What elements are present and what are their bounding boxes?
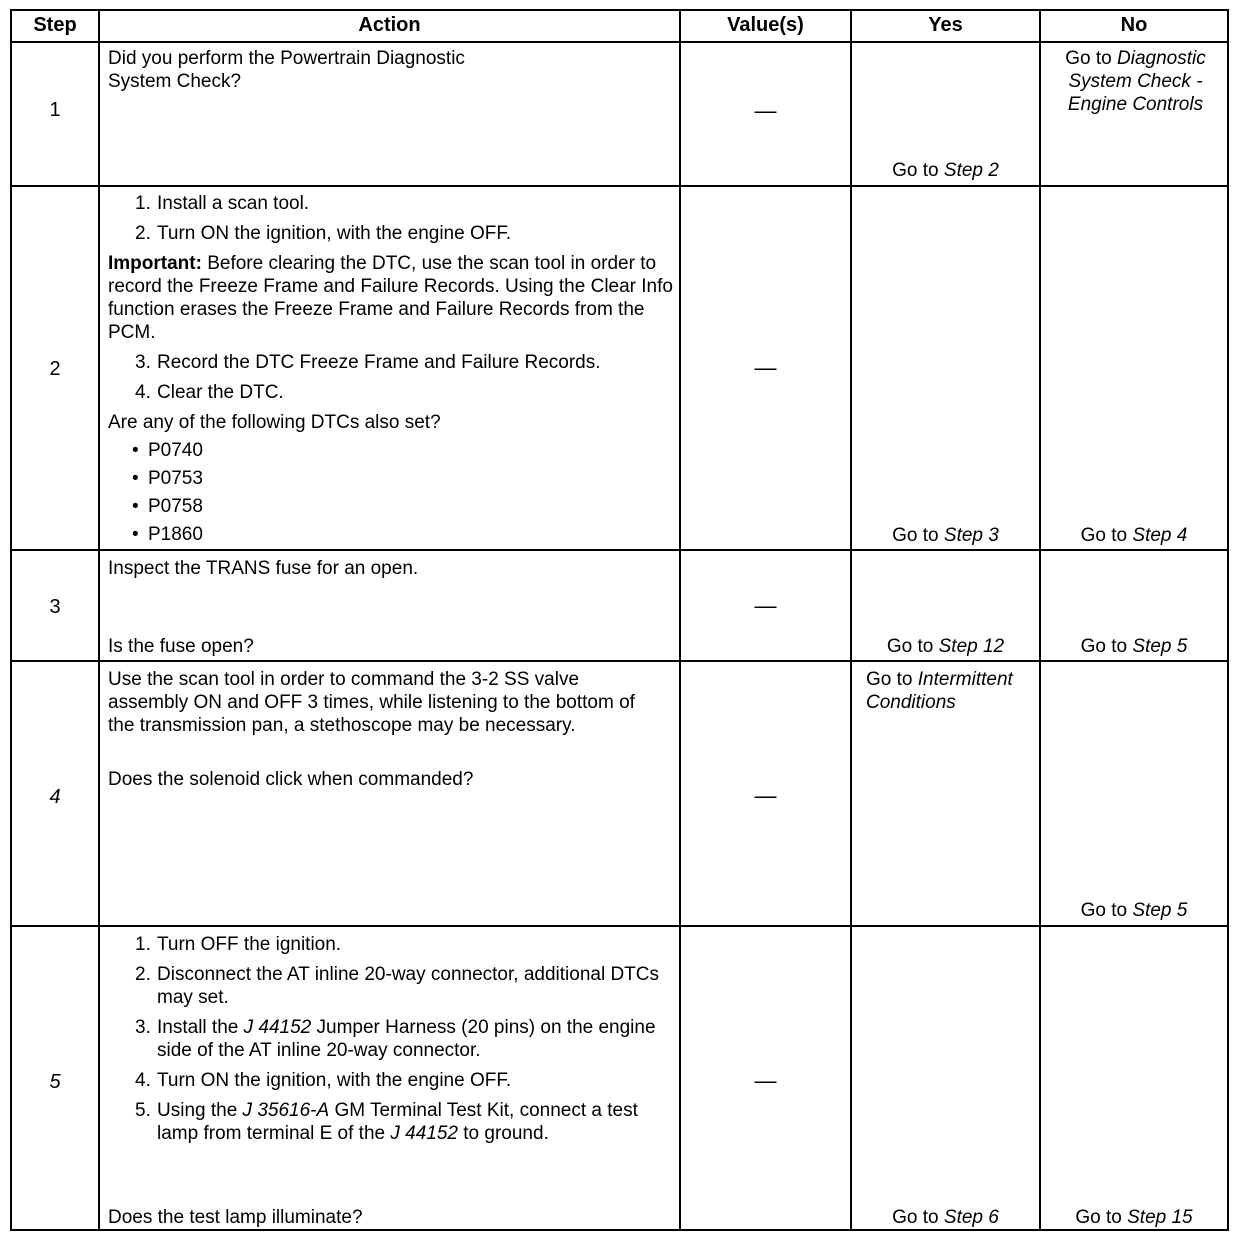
table-border-left — [10, 9, 12, 1231]
value-dash: — — [754, 1068, 777, 1093]
action-cell — [108, 933, 676, 1145]
yes-goto-link[interactable] — [866, 668, 1038, 714]
row-divider — [10, 660, 1229, 662]
list-item: 4. Turn ON the ignition, with the engine OFF. — [135, 1070, 512, 1091]
tool-ref: J 44152 — [390, 1123, 458, 1144]
row-divider — [10, 925, 1229, 927]
goto-prefix: Go to — [892, 1207, 944, 1228]
goto-prefix: Go to — [1080, 525, 1133, 546]
goto-prefix: Go to — [1080, 636, 1133, 657]
column-divider — [1039, 9, 1041, 1231]
list-item: 3. Record the DTC Freeze Frame and Failure Records. — [135, 352, 601, 373]
dtc-item: • P0740 — [132, 440, 203, 461]
list-item: 3. Install the J 44152 Jumper Harness (20 pins) on the engine side of the AT inline 20-way connector. — [135, 1017, 656, 1061]
header-yes: Yes — [928, 14, 963, 36]
header-step: Step — [33, 14, 77, 36]
yes-goto-link[interactable] — [852, 635, 1039, 658]
yes-goto-link[interactable] — [852, 1206, 1039, 1229]
action-text: Did you perform the Powertrain Diagnostic System Check? — [108, 48, 465, 92]
goto-prefix: Go to — [892, 160, 944, 181]
question-text: Does the solenoid click when commanded? — [108, 769, 474, 790]
no-goto-link[interactable] — [1041, 1206, 1227, 1229]
header-no: No — [1120, 14, 1148, 36]
list-item: 4. Clear the DTC. — [135, 382, 284, 403]
value-dash: — — [754, 593, 777, 618]
question-text: Are any of the following DTCs also set? — [108, 412, 441, 433]
value-dash: — — [754, 783, 777, 808]
goto-prefix: Go to — [892, 525, 944, 546]
goto-prefix: Go to — [886, 636, 939, 657]
column-divider — [679, 9, 681, 1231]
row-divider — [10, 549, 1229, 551]
goto-target: Diagnostic System Check - Engine Controls — [1067, 48, 1206, 115]
list-item: 2. Turn ON the ignition, with the engine OFF. — [135, 223, 512, 244]
no-goto-link[interactable] — [1048, 47, 1223, 116]
list-item: 1. Turn OFF the ignition. — [135, 934, 342, 955]
goto-prefix: Go to — [1080, 900, 1133, 921]
goto-target: Step 15 — [1127, 1207, 1193, 1228]
step-number: 1 — [49, 99, 61, 121]
question-text: Is the fuse open? — [108, 636, 254, 657]
action-cell — [108, 192, 673, 546]
dtc-item: • P1860 — [132, 524, 203, 545]
no-goto-link[interactable] — [1041, 899, 1227, 922]
value-dash: — — [754, 98, 777, 123]
goto-target: Step 3 — [943, 525, 999, 546]
dtc-item: • P0758 — [132, 496, 203, 517]
table-border-right — [1227, 9, 1229, 1231]
row-divider — [10, 185, 1229, 187]
yes-goto-link[interactable] — [852, 159, 1039, 182]
no-goto-link[interactable] — [1041, 635, 1227, 658]
goto-prefix: Go to — [1075, 1207, 1128, 1228]
step-number: 2 — [49, 358, 61, 380]
table-border-top — [10, 9, 1229, 11]
step-number: 5 — [49, 1071, 61, 1093]
header-values: Value(s) — [727, 14, 804, 36]
tool-ref: J 44152 — [243, 1017, 312, 1038]
goto-prefix: Go to — [1065, 48, 1118, 69]
goto-target: Step 6 — [943, 1207, 999, 1228]
list-item: 1. Install a scan tool. — [135, 193, 310, 214]
list-item: 2. Disconnect the AT inline 20-way connector, additional DTCs may set. — [135, 964, 660, 1008]
value-dash: — — [754, 355, 777, 380]
action-text: Use the scan tool in order to command the 3-2 SS valve assembly ON and OFF 3 times, while listening to the bottom of the transmission pan, a stethoscope may be necessary. — [108, 669, 635, 736]
question-text: Does the test lamp illuminate? — [108, 1207, 363, 1228]
dtc-item: • P0753 — [132, 468, 203, 489]
goto-target: Step 4 — [1132, 525, 1188, 546]
goto-target: Step 2 — [943, 160, 999, 181]
column-divider — [850, 9, 852, 1231]
column-divider — [98, 9, 100, 1231]
list-item: 5. Using the J 35616-A GM Terminal Test Kit, connect a test lamp from terminal E of the J 44152 to ground. — [135, 1100, 638, 1144]
action-text: Inspect the TRANS fuse for an open. — [108, 558, 419, 579]
tool-ref: J 35616-A — [242, 1100, 330, 1121]
goto-target: Step 5 — [1132, 900, 1188, 921]
goto-target: Intermittent Conditions — [866, 669, 1013, 713]
important-note: Important: Before clearing the DTC, use the scan tool in order to record the Freeze Frame and Failure Records. Using the Clear Info function erases the Freeze Frame and Failure Records from the PCM. — [108, 253, 673, 343]
table-border-bottom — [10, 1229, 1229, 1231]
header-action: Action — [358, 14, 421, 36]
step-number: 4 — [49, 786, 61, 808]
yes-goto-link[interactable] — [852, 524, 1039, 547]
goto-prefix: Go to — [866, 669, 918, 690]
header-divider — [10, 41, 1229, 43]
goto-target: Step 12 — [938, 636, 1005, 657]
goto-target: Step 5 — [1132, 636, 1188, 657]
step-number: 3 — [49, 596, 61, 618]
no-goto-link[interactable] — [1041, 524, 1227, 547]
